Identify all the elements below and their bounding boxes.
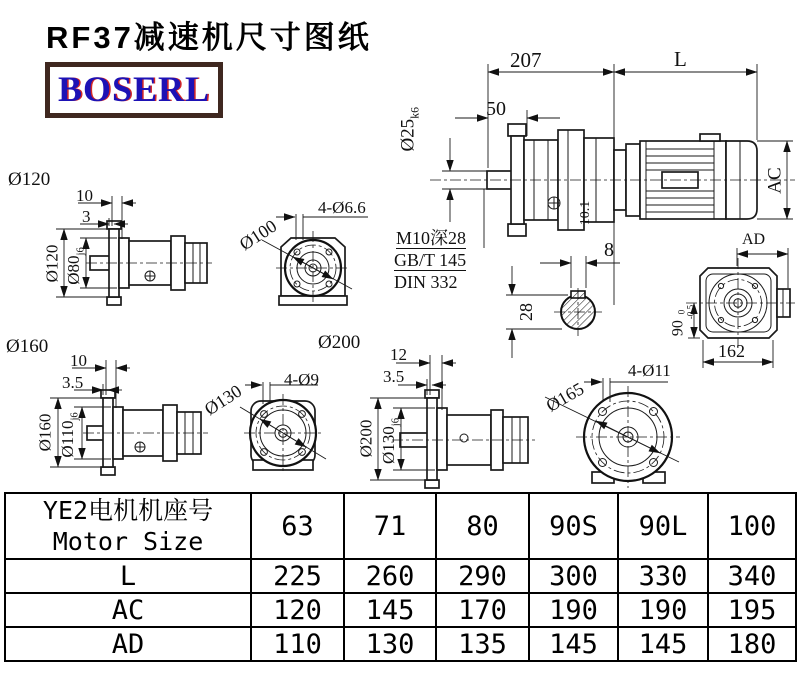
- table-cell: 145: [529, 627, 618, 661]
- table-header-en: Motor Size: [52, 527, 204, 556]
- column-header: 90S: [529, 493, 618, 559]
- column-header: 90L: [618, 493, 708, 559]
- flange120-od: Ø120: [42, 244, 62, 283]
- table-cell: 190: [618, 593, 708, 627]
- flange165-bolt-circle: Ø165: [542, 378, 588, 416]
- end-view-height-value: 90: [669, 320, 687, 337]
- flange160-spigot-value: Ø110: [58, 420, 78, 458]
- flange200-spigot: [380, 412, 402, 470]
- table-row-AD: [5, 627, 796, 661]
- page-title: RF37减速机尺寸图纸: [46, 20, 372, 55]
- flange200-thickness: 3.5: [383, 367, 405, 386]
- dim-motor-od: AC: [764, 167, 786, 194]
- dim-shaft-diameter: [399, 97, 422, 161]
- flange120-title: Ø120: [8, 169, 51, 190]
- row-label: L: [5, 559, 251, 593]
- tolerance-lower: -0.5: [685, 304, 696, 320]
- table-header-cn: YE2电机机座号: [42, 495, 214, 525]
- table-cell: 190: [529, 593, 618, 627]
- table-cell: 135: [436, 627, 529, 661]
- table-cell: 180: [708, 627, 796, 661]
- flange200-spigot-tolerance: j6: [390, 417, 402, 427]
- table-header-motor-size: [5, 493, 251, 559]
- shaft-diameter-value: Ø25: [397, 118, 419, 152]
- brand-logo-text: BOSERL: [58, 69, 211, 109]
- standard-note-gbt: GB/T 145: [394, 250, 467, 270]
- flange160-spigot-tolerance: j6: [69, 412, 81, 421]
- column-header: 80: [436, 493, 529, 559]
- table-cell: 130: [344, 627, 436, 661]
- row-label: AD: [5, 627, 251, 661]
- flange160-offset: 10: [70, 351, 87, 370]
- table-cell: 290: [436, 559, 529, 593]
- dim-key-width: 8: [604, 239, 614, 261]
- table-cell: 120: [251, 593, 344, 627]
- flange160-thickness: 3.5: [62, 373, 84, 392]
- dim-motor-length: L: [674, 47, 687, 71]
- table-header-row: [5, 493, 796, 559]
- column-header: 100: [708, 493, 796, 559]
- dim-shaft-extension: 50: [486, 98, 506, 120]
- standard-note-din: DIN 332: [394, 272, 458, 292]
- flange100-bolt-circle: Ø100: [235, 215, 281, 255]
- flange120-offset: 10: [76, 186, 93, 205]
- dim-end-view-width: AD: [742, 231, 766, 248]
- table-cell: 145: [344, 593, 436, 627]
- dim-gearbox-length: 207: [510, 48, 542, 72]
- flange200-od: Ø200: [356, 419, 376, 458]
- table-cell: 330: [618, 559, 708, 593]
- flange120-spigot-tolerance: j6: [75, 247, 87, 256]
- table-cell: 225: [251, 559, 344, 593]
- flange130-holes: 4-Ø9: [284, 370, 319, 389]
- flange130-front-view: [240, 382, 326, 472]
- table-row-L: [5, 559, 796, 593]
- flange200-offset: 12: [390, 345, 407, 364]
- flange120-spigot: [65, 241, 87, 291]
- flange160-od: Ø160: [35, 413, 55, 452]
- table-cell: 110: [251, 627, 344, 661]
- column-header: 71: [344, 493, 436, 559]
- flange200-title: Ø200: [318, 332, 361, 353]
- end-view-height-tolerance: [678, 305, 696, 319]
- flange165-holes: 4-Ø11: [628, 361, 671, 380]
- flange100-holes: 4-Ø6.6: [318, 198, 366, 217]
- dim-shaft-height: 28: [516, 303, 536, 321]
- table-cell: 145: [618, 627, 708, 661]
- table-cell: 195: [708, 593, 796, 627]
- table-row-AC: [5, 593, 796, 627]
- table-cell: 300: [529, 559, 618, 593]
- flange200-spigot-value: Ø130: [379, 426, 399, 464]
- tap-hole-note: M10深28: [396, 228, 467, 248]
- row-label: AC: [5, 593, 251, 627]
- table-cell: 340: [708, 559, 796, 593]
- dim-end-view-height: [671, 299, 696, 343]
- column-header: 63: [251, 493, 344, 559]
- dim-end-view-base: 162: [718, 341, 745, 361]
- shaft-diameter-tolerance: k6: [408, 107, 422, 119]
- flange130-bolt-circle: Ø130: [200, 380, 246, 420]
- motor-size-table: [4, 492, 797, 662]
- flange160-title: Ø160: [6, 336, 49, 357]
- gearbox-marking: 10.1: [578, 200, 593, 226]
- table-cell: 260: [344, 559, 436, 593]
- table-cell: 170: [436, 593, 529, 627]
- flange160-spigot: [59, 407, 81, 463]
- tolerance-upper: 0: [676, 309, 687, 315]
- flange120-thickness: 3: [82, 207, 91, 226]
- flange120-spigot-value: Ø80: [64, 255, 84, 285]
